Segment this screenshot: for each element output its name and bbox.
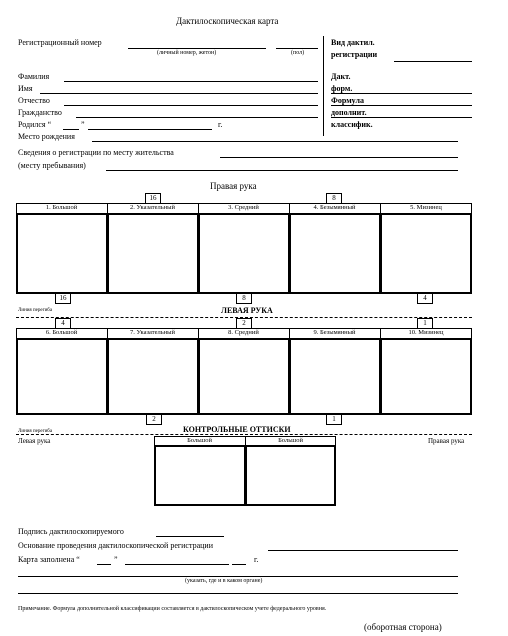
left-finger-9: 9. Безымянный (313, 329, 356, 336)
reg-number-field[interactable] (128, 48, 266, 49)
born-day-field[interactable] (63, 129, 79, 130)
reg-number-hint: (личный номер, жетон) (157, 50, 217, 56)
patronymic-label: Отчество (18, 96, 50, 105)
right-finger-4: 4. Безымянный (313, 204, 356, 211)
dact-kind-label-1: Вид дактил. (331, 38, 375, 47)
filled-month-field[interactable] (125, 564, 229, 565)
residence-label: Сведения о регистрации по месту жительства (18, 148, 174, 157)
sex-hint: (пол) (291, 50, 305, 56)
citizenship-field[interactable] (76, 117, 318, 118)
stay-field[interactable] (106, 170, 458, 171)
left-finger-10: 10. Мизинец (408, 329, 444, 336)
right-finger-3: 3. Средний (228, 204, 259, 211)
born-month-field[interactable] (88, 129, 212, 130)
right-print-1[interactable] (17, 214, 107, 293)
fold-line-label-1: Линия перегиба (18, 308, 53, 313)
filled-label: Карта заполнена “ (18, 555, 80, 564)
control-print-right[interactable] (246, 446, 335, 505)
birthplace-label: Место рождения (18, 132, 75, 141)
page-title: Дактилоскопическая карта (176, 16, 279, 26)
formula-line-1 (331, 93, 472, 94)
surname-label: Фамилия (18, 72, 50, 81)
stay-label: (месту пребывания) (18, 161, 86, 170)
formula-label-4: дополнит. (331, 108, 367, 117)
citizenship-label: Гражданство (18, 108, 62, 117)
filled-year-field[interactable] (232, 564, 246, 565)
name-label: Имя (18, 84, 33, 93)
left-top-tab-1: 1 (417, 318, 433, 329)
place-hint: (указать, где и в каком органе) (185, 578, 263, 584)
reverse-side-label: (оборотная сторона) (364, 622, 442, 632)
right-top-tab-16: 16 (145, 193, 161, 204)
left-print-6[interactable] (17, 339, 107, 414)
control-print-left[interactable] (155, 446, 245, 505)
patronymic-field[interactable] (64, 105, 318, 106)
fold-line-label-2: Линия перегиба (18, 429, 53, 434)
right-hand-title: Правая рука (210, 181, 257, 191)
control-col-2: Большой (278, 437, 303, 444)
formula-label-5: классифик. (331, 120, 373, 129)
right-finger-2: 2. Указательный (129, 204, 176, 211)
filled-year-suffix: г. (254, 555, 259, 564)
left-finger-6: 6. Большой (45, 329, 78, 336)
filled-quote: ” (114, 555, 118, 564)
residence-field[interactable] (220, 157, 458, 158)
control-title: КОНТРОЛЬНЫЕ ОТТИСКИ (183, 425, 291, 434)
note: Примечание. Формула дополнительной классификации составляется в дактилоскопическом учете федерального уровня. (18, 606, 327, 612)
right-print-4[interactable] (290, 214, 380, 293)
surname-field[interactable] (64, 81, 318, 82)
signature-field[interactable] (156, 536, 224, 537)
right-finger-1: 1. Большой (45, 204, 78, 211)
signature-label: Подпись дактилоскопируемого (18, 527, 124, 536)
left-print-7[interactable] (108, 339, 198, 414)
basis-field[interactable] (268, 550, 458, 551)
right-print-2[interactable] (108, 214, 198, 293)
left-finger-8: 8. Средний (228, 329, 259, 336)
dact-kind-field[interactable] (394, 61, 472, 62)
born-quote: ” (81, 120, 85, 129)
filled-day-field[interactable] (97, 564, 111, 565)
control-left-hand: Левая рука (18, 437, 51, 445)
control-col-1: Большой (187, 437, 212, 444)
left-top-tab-4: 4 (55, 318, 71, 329)
extra-line-field[interactable] (18, 593, 458, 594)
right-bottom-tab-8: 8 (236, 293, 252, 304)
fold-line-2 (16, 434, 472, 435)
formula-line-3 (331, 117, 472, 118)
left-print-10[interactable] (381, 339, 471, 414)
left-hand-title: ЛЕВАЯ РУКА (221, 306, 273, 315)
basis-label: Основание проведения дактилоскопической регистрации (18, 541, 213, 550)
formula-line-2 (331, 105, 472, 106)
name-field[interactable] (40, 93, 318, 94)
born-year-suffix: г. (218, 120, 223, 129)
right-print-3[interactable] (199, 214, 289, 293)
left-top-tab-2: 2 (236, 318, 252, 329)
control-right-hand: Правая рука (428, 437, 465, 445)
right-top-tab-8: 8 (326, 193, 342, 204)
right-finger-5: 5. Мизинец (410, 204, 442, 211)
left-bottom-tab-2: 2 (146, 414, 162, 425)
reg-number-label: Регистрационный номер (18, 38, 102, 47)
left-bottom-tab-1: 1 (326, 414, 342, 425)
formula-label-1: Дакт. (331, 72, 351, 81)
sex-field[interactable] (276, 48, 318, 49)
dact-kind-label-2: регистрации (331, 50, 378, 59)
place-field[interactable] (18, 576, 458, 577)
right-bottom-tab-16: 16 (55, 293, 71, 304)
left-print-9[interactable] (290, 339, 380, 414)
right-print-5[interactable] (381, 214, 471, 293)
formula-label-2: форм. (331, 84, 353, 93)
header-separator (323, 36, 324, 136)
formula-label-3: Формула (331, 96, 364, 105)
left-finger-7: 7. Указательный (129, 329, 176, 336)
born-label: Родился “ (18, 120, 52, 129)
right-bottom-tab-4: 4 (417, 293, 433, 304)
left-print-8[interactable] (199, 339, 289, 414)
birthplace-field[interactable] (92, 141, 458, 142)
